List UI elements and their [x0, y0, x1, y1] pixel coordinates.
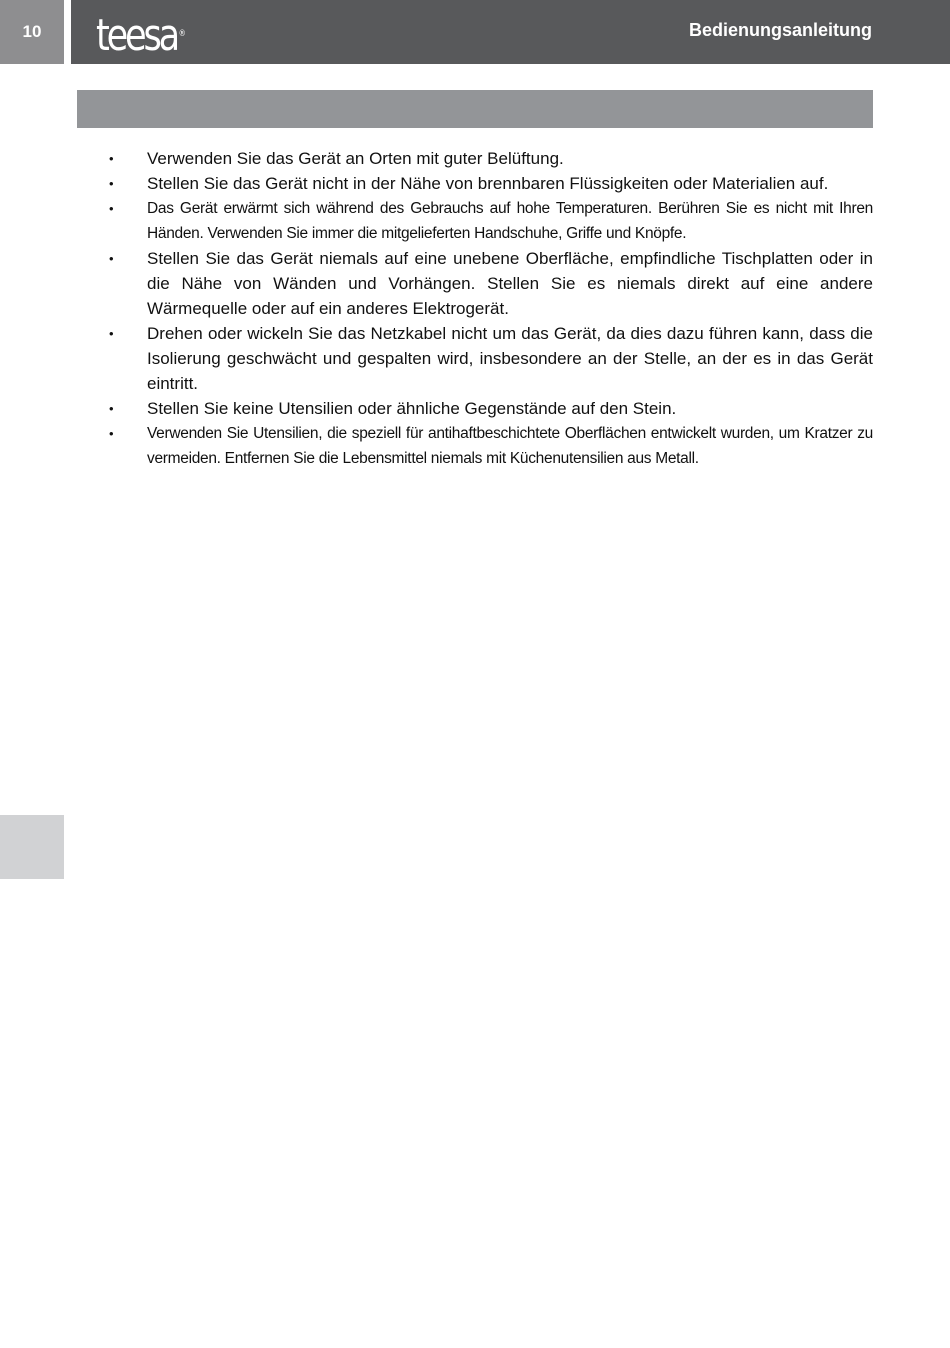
bullet-icon: • — [109, 426, 114, 441]
list-item-text: Das Gerät erwärmt sich während des Gebrauchs auf hohe Temperaturen. Berühren Sie es nicht mit Ihren Händen. Verwenden Sie immer die mitgelieferten Handschuhe, Griffe und Knöpfe. — [147, 200, 873, 242]
list-item — [107, 421, 873, 471]
list-item — [107, 246, 873, 321]
list-item — [107, 196, 873, 246]
bullet-icon: • — [109, 326, 114, 341]
list-item-text: Stellen Sie keine Utensilien oder ähnliche Gegenstände auf den Stein. — [147, 399, 677, 418]
list-item — [107, 171, 873, 196]
safety-instructions-list — [107, 146, 873, 471]
page-number — [0, 0, 64, 64]
bullet-icon: • — [109, 201, 114, 216]
brand-logo — [96, 8, 186, 61]
registered-mark: ® — [178, 29, 186, 39]
document-title: Bedienungsanleitung — [688, 20, 872, 40]
section-heading-bar — [77, 90, 873, 128]
list-item — [107, 146, 873, 171]
list-item-text: Drehen oder wickeln Sie das Netzkabel nicht um das Gerät, da dies dazu führen kann, dass die Isolierung geschwächt und gespalten wird, insbesondere an der Stelle, an der es in das Gerät eintritt. — [147, 324, 873, 393]
list-item-text: Verwenden Sie das Gerät an Orten mit guter Belüftung. — [147, 149, 564, 168]
list-item — [107, 321, 873, 396]
list-item-text: Stellen Sie das Gerät nicht in der Nähe von brennbaren Flüssigkeiten oder Materialien auf. — [147, 174, 829, 193]
list-item — [107, 396, 873, 421]
list-item-text: Verwenden Sie Utensilien, die speziell für antihaftbeschichtete Oberflächen entwickelt wurden, um Kratzer zu vermeiden. Entfernen Sie die Lebensmittel niemals mit Küchenutensilien aus Metall. — [147, 425, 873, 467]
bullet-icon: • — [109, 401, 114, 416]
list-item-text: Stellen Sie das Gerät niemals auf eine unebene Oberfläche, empfindliche Tischplatten oder in die Nähe von Wänden und Vorhängen. Stellen Sie es niemals direkt auf eine andere Wärmequelle oder auf ein anderes Elektrogerät. — [147, 249, 873, 318]
side-section-tab — [0, 815, 64, 879]
bullet-icon: • — [109, 151, 114, 166]
bullet-icon: • — [109, 251, 114, 266]
logo-text: teesa — [96, 10, 178, 61]
bullet-icon: • — [109, 176, 114, 191]
page-number-text: 10 — [22, 22, 42, 41]
